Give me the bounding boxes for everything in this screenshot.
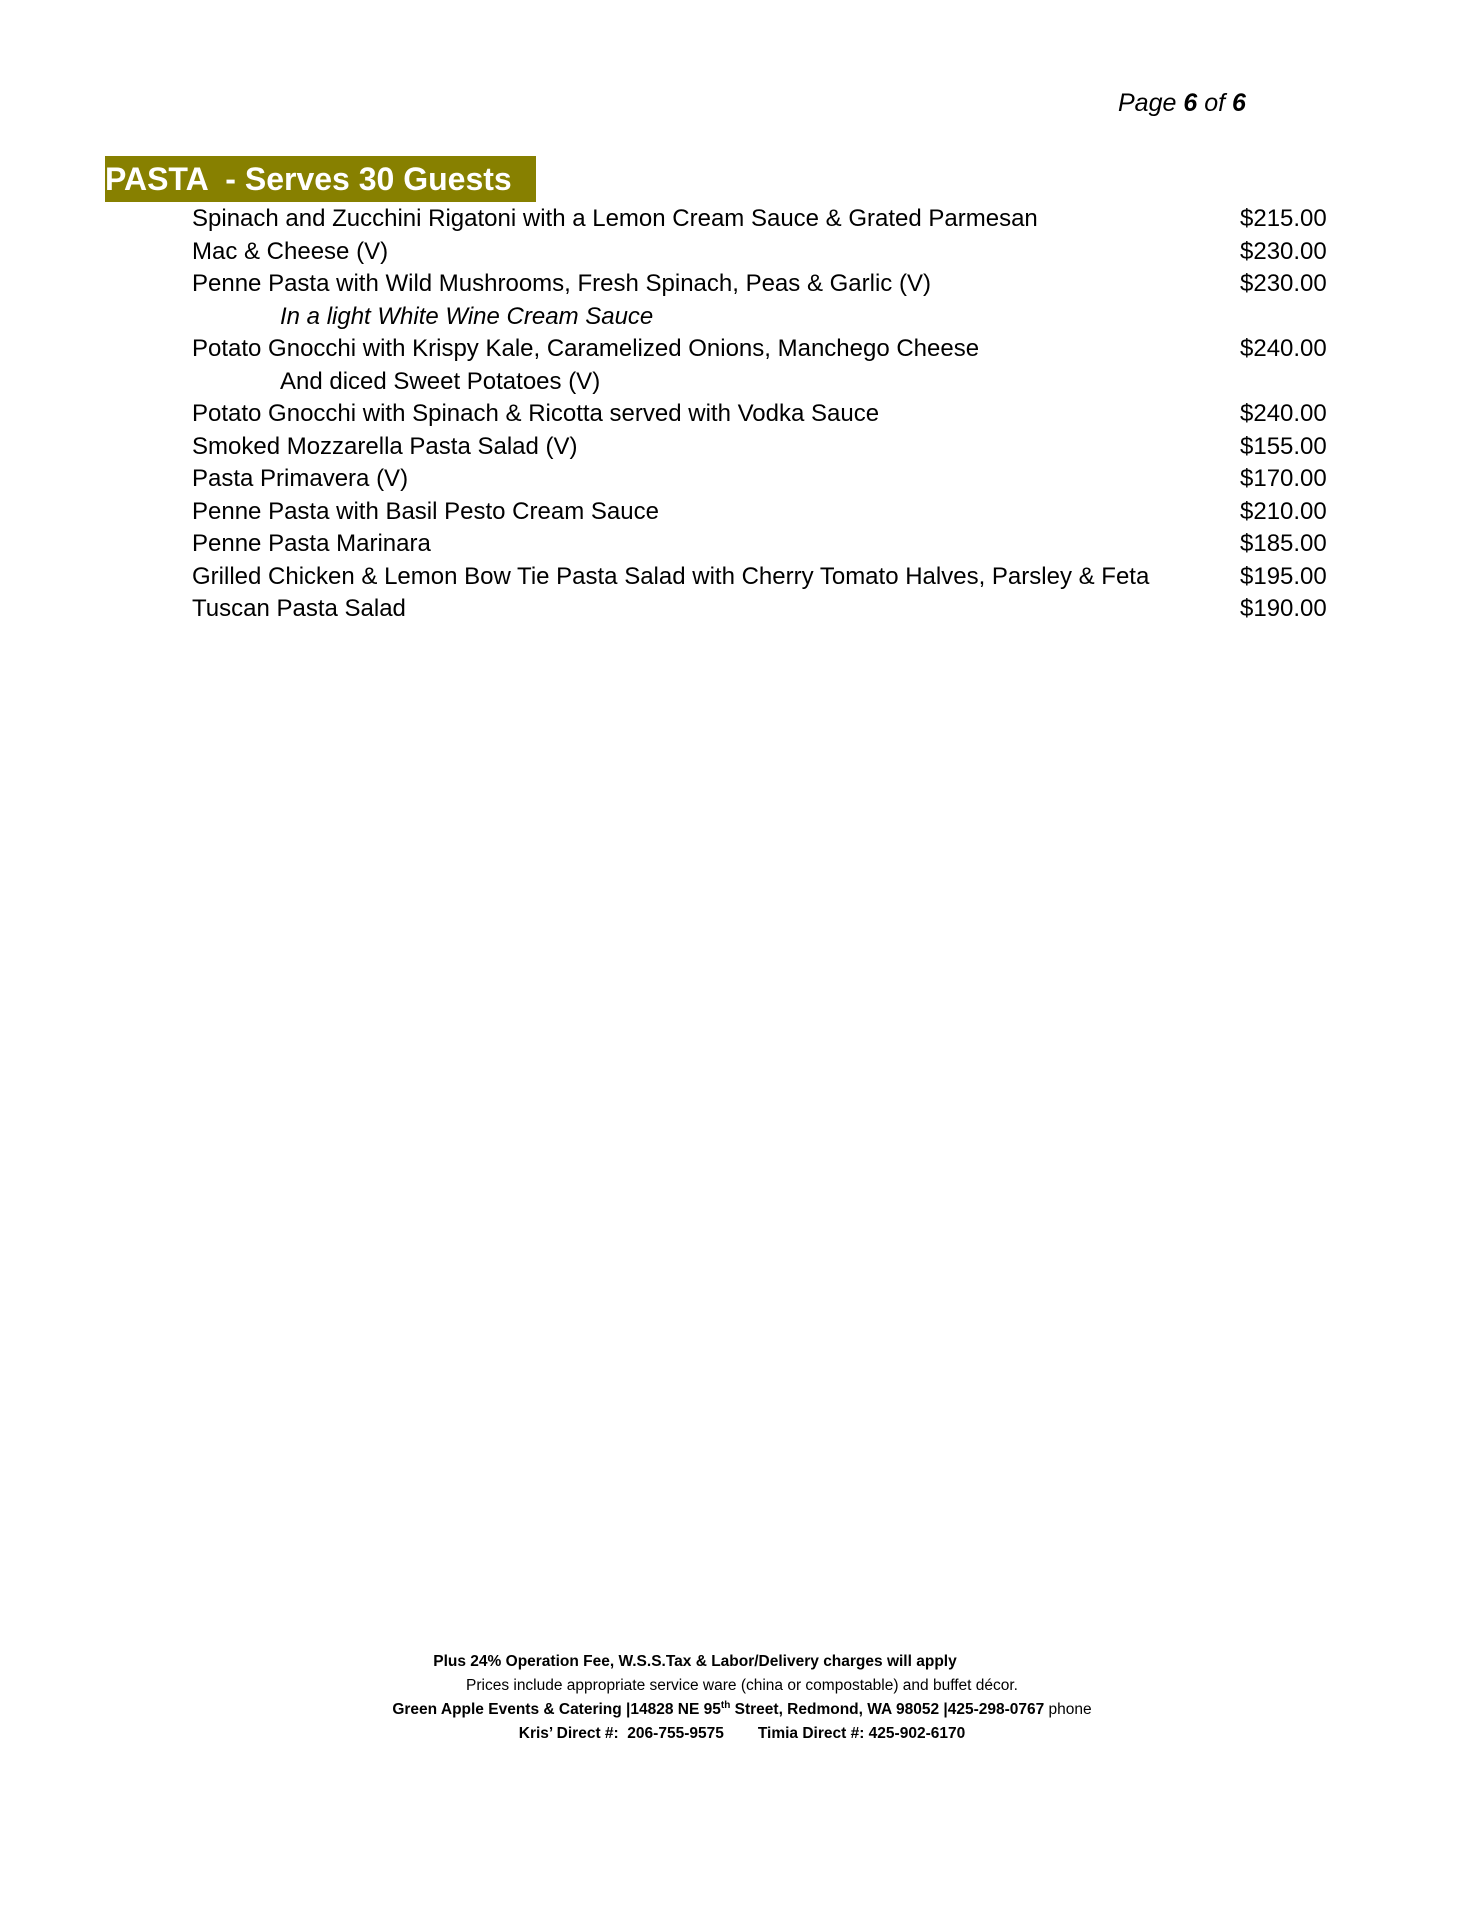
menu-item [192,268,1332,301]
menu-item-name: Potato Gnocchi with Spinach & Ricotta served with Vodka Sauce [192,400,880,427]
menu-item-name: Spinach and Zucchini Rigatoni with a Lemon Cream Sauce & Grated Parmesan [192,205,1038,232]
footer-phone-label: phone [1044,1701,1092,1718]
menu-item-name: Potato Gnocchi with Krispy Kale, Caramelized Onions, Manchego Cheese [192,335,980,362]
menu-item [192,333,1332,366]
menu-item-description [192,366,1332,399]
footer-company-prefix: Green Apple Events & Catering |14828 NE 95 [392,1701,721,1718]
menu-item-name: Smoked Mozzarella Pasta Salad (V) [192,432,578,460]
section-header-pasta: PASTA - Serves 30 Guests [105,156,536,202]
menu-item-price: $240.00 [1240,335,1327,362]
menu-item [192,561,1332,594]
footer-charges: Plus 24% Operation Fee, W.S.S.Tax & Labor/Delivery charges will apply [433,1653,957,1670]
menu-item-price: $195.00 [1240,562,1327,590]
menu-item-subtext: And diced Sweet Potatoes (V) [280,367,601,395]
menu-item [192,431,1332,464]
menu-item [192,528,1332,561]
footer-kris-direct: Kris’ Direct #: 206-755-9575 [518,1725,724,1742]
menu-item-price: $155.00 [1240,432,1327,460]
menu-item-price: $230.00 [1240,237,1327,265]
menu-item-name: Mac & Cheese (V) [192,237,389,265]
menu-item-price: $185.00 [1240,530,1327,557]
menu-item-price: $170.00 [1240,465,1327,492]
menu-item-price: $190.00 [1240,595,1327,622]
footer-company-suffix: Street, Redmond, WA 98052 |425-298-0767 [730,1701,1045,1718]
footer-direct-contacts [0,1722,1484,1746]
footer-timia-direct: Timia Direct #: 425-902-6170 [757,1725,966,1742]
menu-item-price: $240.00 [1240,400,1327,427]
menu-item-name: Grilled Chicken & Lemon Bow Tie Pasta Salad with Cherry Tomato Halves, Parsley & Feta [192,562,1150,590]
footer-prices-note: Prices include appropriate service ware (china or compostable) and buffet décor. [466,1677,1018,1694]
footer-company-sup: th [720,1699,731,1711]
menu-item [192,236,1332,269]
menu-item-name: Tuscan Pasta Salad [192,595,406,622]
page-footer [0,1650,1484,1746]
menu-item [192,496,1332,529]
menu-item [192,203,1332,236]
menu-item-price: $215.00 [1240,205,1327,232]
menu-item-name: Penne Pasta with Basil Pesto Cream Sauce [192,497,659,525]
footer-company-address [0,1698,1484,1722]
menu-list [192,203,1332,626]
menu-item-name: Pasta Primavera (V) [192,465,409,492]
menu-item-price: $210.00 [1240,497,1327,525]
menu-item [192,463,1332,496]
page-number: Page 6 of 6 [1118,89,1246,117]
menu-item [192,593,1332,626]
menu-item [192,398,1332,431]
menu-item-price: $230.00 [1240,270,1327,297]
menu-item-name: Penne Pasta Marinara [192,530,431,557]
menu-item-subtext: In a light White Wine Cream Sauce [280,302,654,330]
menu-item-name: Penne Pasta with Wild Mushrooms, Fresh Spinach, Peas & Garlic (V) [192,270,931,297]
menu-item-description [192,301,1332,334]
